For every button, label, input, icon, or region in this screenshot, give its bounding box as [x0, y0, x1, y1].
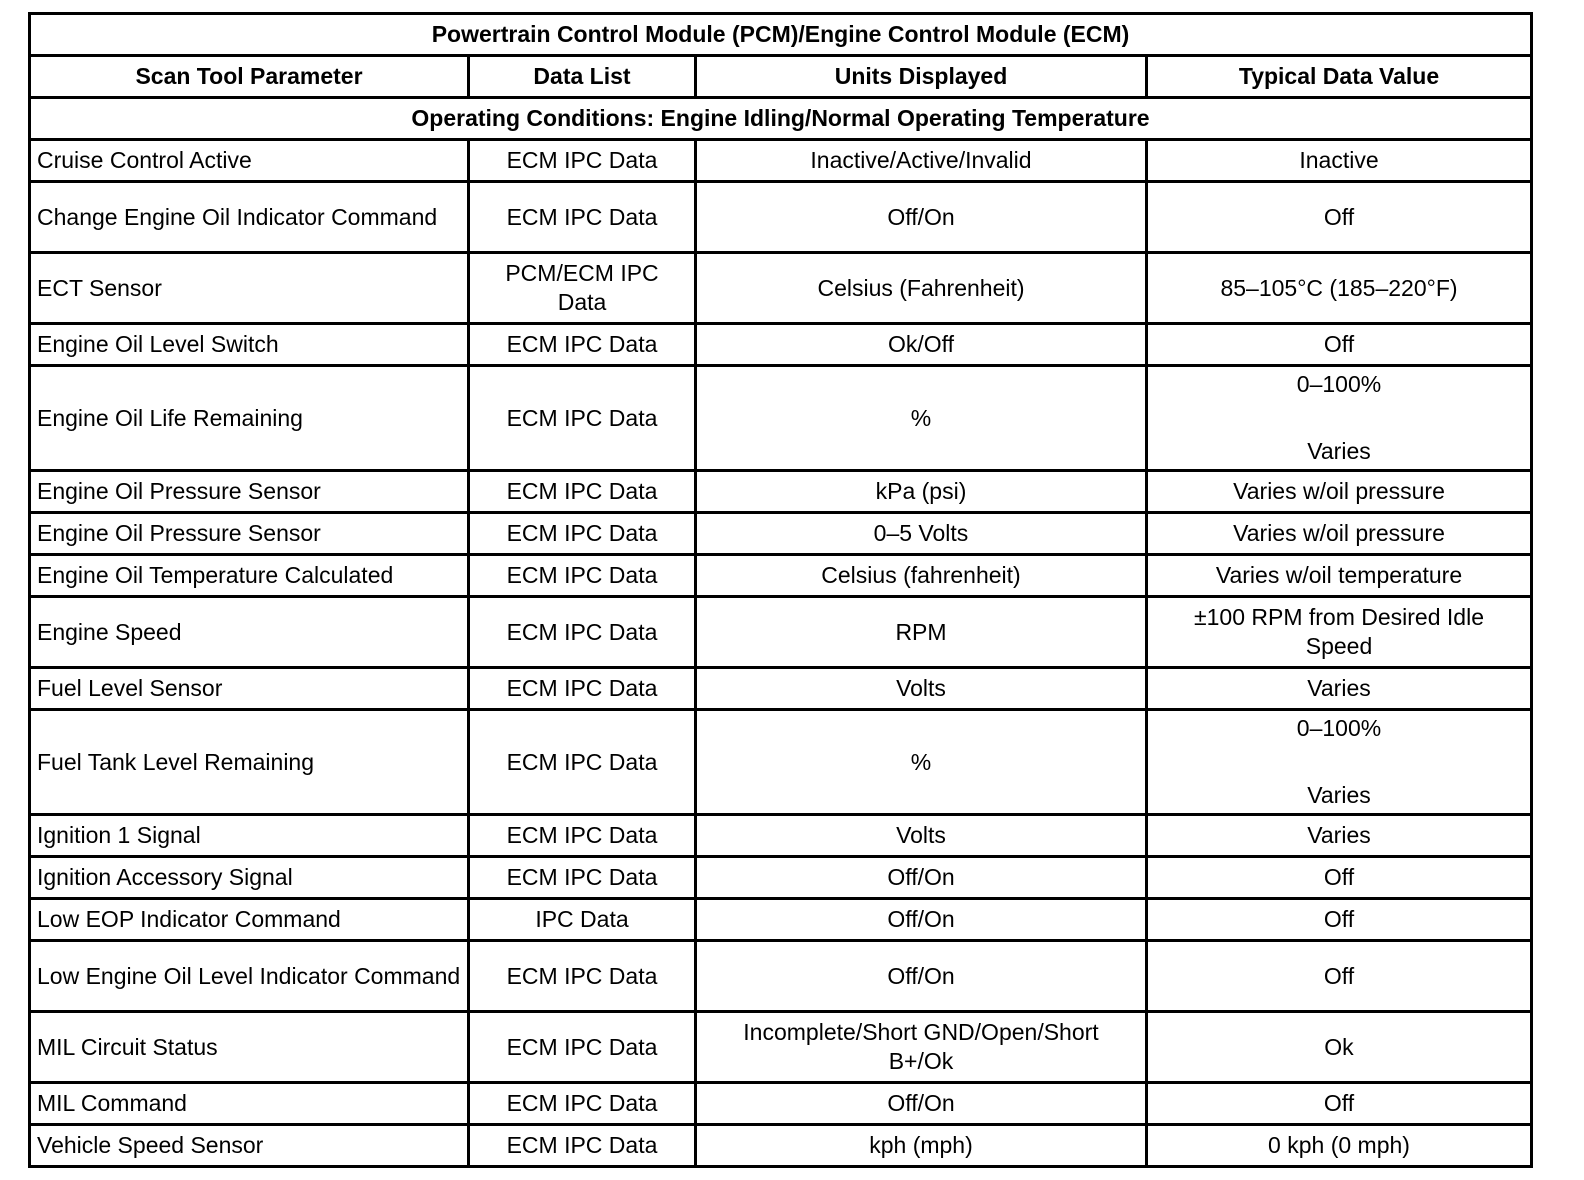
value-cell: Inactive [1147, 140, 1532, 182]
parameter-cell: Engine Speed [30, 597, 469, 668]
data-list-cell: ECM IPC Data [469, 815, 696, 857]
units-cell: Incomplete/Short GND/Open/Short B+/Ok [696, 1012, 1147, 1083]
data-list-cell: ECM IPC Data [469, 555, 696, 597]
data-list-cell: ECM IPC Data [469, 1083, 696, 1125]
units-cell: Off/On [696, 182, 1147, 253]
parameter-cell: Engine Oil Pressure Sensor [30, 513, 469, 555]
data-list-cell: ECM IPC Data [469, 140, 696, 182]
data-list-cell: ECM IPC Data [469, 182, 696, 253]
parameter-cell: ECT Sensor [30, 253, 469, 324]
parameter-cell: Change Engine Oil Indicator Command [30, 182, 469, 253]
value-note: Varies [1307, 438, 1371, 464]
scan-tool-data-table [28, 12, 1533, 1168]
data-list-cell: ECM IPC Data [469, 941, 696, 1012]
data-list-cell: ECM IPC Data [469, 710, 696, 815]
parameter-cell: Fuel Tank Level Remaining [30, 710, 469, 815]
value-cell [1147, 366, 1532, 471]
value-cell: Off [1147, 1083, 1532, 1125]
units-cell: % [696, 710, 1147, 815]
table-row [30, 471, 1532, 513]
data-list-cell: ECM IPC Data [469, 1125, 696, 1167]
table-row [30, 182, 1532, 253]
table-row [30, 324, 1532, 366]
value-cell [1147, 710, 1532, 815]
value-cell: Varies w/oil pressure [1147, 513, 1532, 555]
data-list-cell: IPC Data [469, 899, 696, 941]
value-cell: Off [1147, 899, 1532, 941]
table-row [30, 513, 1532, 555]
value-cell: 0 kph (0 mph) [1147, 1125, 1532, 1167]
value-cell: 85–105°C (185–220°F) [1147, 253, 1532, 324]
units-cell: Volts [696, 668, 1147, 710]
parameter-cell: Engine Oil Temperature Calculated [30, 555, 469, 597]
parameter-cell: Low Engine Oil Level Indicator Command [30, 941, 469, 1012]
value-cell: Ok [1147, 1012, 1532, 1083]
table-row [30, 857, 1532, 899]
parameter-cell: Low EOP Indicator Command [30, 899, 469, 941]
data-list-cell: ECM IPC Data [469, 1012, 696, 1083]
table-row [30, 1125, 1532, 1167]
data-list-cell: PCM/ECM IPC Data [469, 253, 696, 324]
parameter-cell: Ignition 1 Signal [30, 815, 469, 857]
value-cell: Off [1147, 324, 1532, 366]
table-row [30, 710, 1532, 815]
units-cell: RPM [696, 597, 1147, 668]
units-cell: Inactive/Active/Invalid [696, 140, 1147, 182]
units-cell: Off/On [696, 899, 1147, 941]
parameter-cell: Engine Oil Level Switch [30, 324, 469, 366]
table-row [30, 253, 1532, 324]
parameter-cell: Engine Oil Pressure Sensor [30, 471, 469, 513]
units-cell: Ok/Off [696, 324, 1147, 366]
table-row [30, 1083, 1532, 1125]
data-list-cell: ECM IPC Data [469, 471, 696, 513]
data-list-cell: ECM IPC Data [469, 324, 696, 366]
units-cell: Off/On [696, 1083, 1147, 1125]
units-cell: % [696, 366, 1147, 471]
data-list-cell: ECM IPC Data [469, 366, 696, 471]
table-row [30, 1012, 1532, 1083]
table-row [30, 941, 1532, 1012]
units-cell: kPa (psi) [696, 471, 1147, 513]
parameter-cell: Engine Oil Life Remaining [30, 366, 469, 471]
data-list-cell: ECM IPC Data [469, 513, 696, 555]
units-cell: Celsius (Fahrenheit) [696, 253, 1147, 324]
table-row [30, 899, 1532, 941]
operating-conditions: Operating Conditions: Engine Idling/Normal Operating Temperature [30, 98, 1532, 140]
value-cell: Varies w/oil temperature [1147, 555, 1532, 597]
units-cell: 0–5 Volts [696, 513, 1147, 555]
value-cell: ±100 RPM from Desired Idle Speed [1147, 597, 1532, 668]
table-row [30, 140, 1532, 182]
table-row [30, 555, 1532, 597]
value-cell: Off [1147, 182, 1532, 253]
parameter-cell: Fuel Level Sensor [30, 668, 469, 710]
value-cell: Varies [1147, 815, 1532, 857]
data-list-cell: ECM IPC Data [469, 668, 696, 710]
data-list-cell: ECM IPC Data [469, 857, 696, 899]
value-range: 0–100% [1296, 371, 1382, 397]
units-cell: Celsius (fahrenheit) [696, 555, 1147, 597]
units-cell: kph (mph) [696, 1125, 1147, 1167]
table-row [30, 815, 1532, 857]
units-cell: Off/On [696, 857, 1147, 899]
table-title: Powertrain Control Module (PCM)/Engine Control Module (ECM) [30, 14, 1532, 56]
parameter-cell: MIL Circuit Status [30, 1012, 469, 1083]
parameter-cell: Cruise Control Active [30, 140, 469, 182]
parameter-cell: Ignition Accessory Signal [30, 857, 469, 899]
units-cell: Off/On [696, 941, 1147, 1012]
value-cell: Off [1147, 857, 1532, 899]
table-row [30, 668, 1532, 710]
table-row [30, 597, 1532, 668]
value-cell: Off [1147, 941, 1532, 1012]
column-header-parameter: Scan Tool Parameter [30, 56, 469, 98]
column-header-data-list: Data List [469, 56, 696, 98]
table-row [30, 366, 1532, 471]
value-cell: Varies w/oil pressure [1147, 471, 1532, 513]
value-note: Varies [1307, 782, 1371, 808]
units-cell: Volts [696, 815, 1147, 857]
column-header-units: Units Displayed [696, 56, 1147, 98]
column-header-typical-value: Typical Data Value [1147, 56, 1532, 98]
data-list-cell: ECM IPC Data [469, 597, 696, 668]
value-cell: Varies [1147, 668, 1532, 710]
parameter-cell: MIL Command [30, 1083, 469, 1125]
value-range: 0–100% [1296, 715, 1382, 741]
parameter-cell: Vehicle Speed Sensor [30, 1125, 469, 1167]
